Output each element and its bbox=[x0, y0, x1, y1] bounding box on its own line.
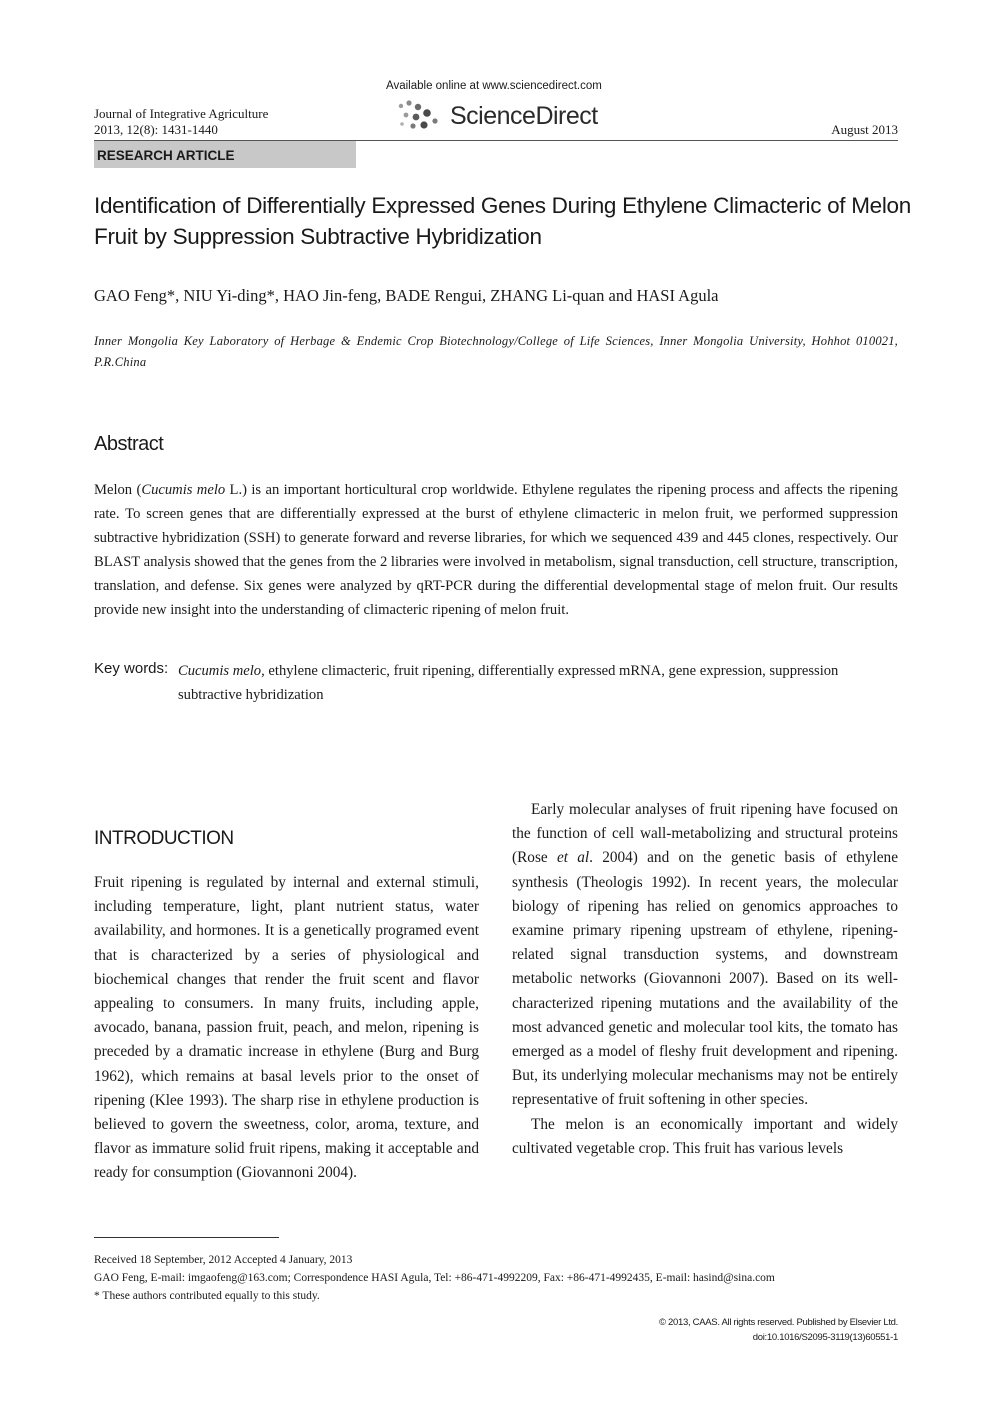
keywords-list bbox=[178, 659, 898, 707]
article-type-banner: RESEARCH ARTICLE bbox=[94, 141, 356, 168]
journal-name: Journal of Integrative Agriculture bbox=[94, 106, 269, 121]
received-accepted-dates: Received 18 September, 2012 Accepted 4 January, 2013 bbox=[94, 1254, 353, 1266]
abstract-species-name: Cucumis melo bbox=[141, 482, 226, 498]
abstract-heading: Abstract bbox=[94, 433, 164, 455]
doi-link[interactable]: doi:10.1016/S2095-3119(13)60551-1 bbox=[752, 1332, 898, 1343]
body-column-left bbox=[94, 871, 479, 1186]
sciencedirect-logo bbox=[396, 98, 598, 134]
keywords-label: Key words: bbox=[94, 660, 169, 677]
copyright-notice: © 2013, CAAS. All rights reserved. Published by Elsevier Ltd. bbox=[659, 1317, 898, 1328]
equal-contribution-note: * These authors contributed equally to this study. bbox=[94, 1290, 320, 1302]
keywords-rest: , ethylene climacteric, fruit ripening, differentially expressed mRNA, gene expression, suppression subtractive hybridization bbox=[178, 663, 839, 703]
abstract-text-rest: L.) is an important horticultural crop worldwide. Ethylene regulates the ripening process and affects the ripening rate. To screen genes that are differentially expressed at the burst of ethylene climacteric in melon fruit, we performed suppression subtractive hybridization (SSH) to generate forward and reverse libraries, for which we sequenced 439 and 445 clones, respectively. Our BLAST analysis showed that the genes from the 2 libraries were involved in metabolism, signal transduction, cell structure, transcription, translation, and defense. Six genes were analyzed by qRT-PCR during the differential developmental stage of melon fruit. Our results provide new insight into the understanding of climacteric ripening of melon fruit. bbox=[94, 482, 898, 618]
sciencedirect-dots-icon bbox=[396, 98, 442, 134]
abstract-body bbox=[94, 478, 898, 622]
paragraph-text-cont: . 2004) and on the genetic basis of ethylene synthesis (Theologis 1992). In recent years, the molecular biology of ripening has relied on genomics approaches to examine primary ripening upstream of ethylene, ripening-related signal transduction systems, and downstream metabolic networks (Giovannoni 2007). Based on its well-characterized ripening mutations and the availability of the most advanced genetic and molecular tool kits, the tomato has emerged as a model of fleshy fruit development and ripening. But, its underlying molecular mechanisms may not be entirely representative of fruit softening in other species. bbox=[512, 849, 898, 1109]
paragraph-text: Early molecular analyses of fruit ripening have focused on the function of cell wall-metabolizing and structural proteins (Rose bbox=[512, 801, 898, 867]
footnotes bbox=[94, 1251, 775, 1305]
author-list: GAO Feng*, NIU Yi-ding*, HAO Jin-feng, BADE Rengui, ZHANG Li-quan and HASI Agula bbox=[94, 286, 719, 305]
intro-paragraph-3: The melon is an economically important and widely cultivated vegetable crop. This fruit has various levels bbox=[512, 1115, 898, 1157]
keyword-species: Cucumis melo bbox=[178, 663, 262, 679]
journal-issue: 2013, 12(8): 1431-1440 bbox=[94, 122, 218, 137]
intro-paragraph-1: Fruit ripening is regulated by internal and external stimuli, including temperature, light, plant nutrient status, water availability, and hormones. It is a genetically programed event that is characterized by a series of physiological and biochemical changes that render the fruit scent and flavor appealing to consumers. In many fruits, including apple, avocado, banana, passion fruit, peach, and melon, ripening is preceded by a dramatic increase in ethylene (Burg and Burg 1962), which remains at basal levels prior to the onset of ripening (Klee 1993). The sharp rise in ethylene production is believed to govern the sweetness, color, aroma, texture, and flavor as immature solid fruit ripens, making it acceptable and ready for consumption (Giovannoni 2004). bbox=[94, 874, 479, 1182]
article-title: Identification of Differentially Expressed Genes During Ethylene Climacteric of Melon Fruit by Suppression Subtractive Hybridization bbox=[94, 193, 911, 249]
footnote-rule bbox=[94, 1237, 279, 1238]
body-column-right bbox=[512, 798, 898, 1161]
available-online-text[interactable]: Available online at www.sciencedirect.com bbox=[386, 80, 602, 92]
abstract-text-start: Melon ( bbox=[94, 482, 142, 498]
journal-citation bbox=[94, 106, 268, 138]
copyright-block bbox=[659, 1315, 898, 1345]
author-affiliation: Inner Mongolia Key Laboratory of Herbage & Endemic Crop Biotechnology/College of Life Sciences, Inner Mongolia University, Hohhot 010021, P.R.China bbox=[94, 334, 898, 369]
author-contact-info: GAO Feng, E-mail: imgaofeng@163.com; Correspondence HASI Agula, Tel: +86-471-4992209, Fax: +86-471-4992435, E-mail: hasind@sina.com bbox=[94, 1272, 775, 1284]
issue-date: August 2013 bbox=[831, 122, 898, 137]
introduction-heading: INTRODUCTION bbox=[94, 828, 234, 849]
et-al-italic: et al bbox=[556, 849, 590, 867]
intro-paragraph-2 bbox=[512, 798, 898, 1113]
sciencedirect-wordmark: ScienceDirect bbox=[450, 101, 598, 130]
